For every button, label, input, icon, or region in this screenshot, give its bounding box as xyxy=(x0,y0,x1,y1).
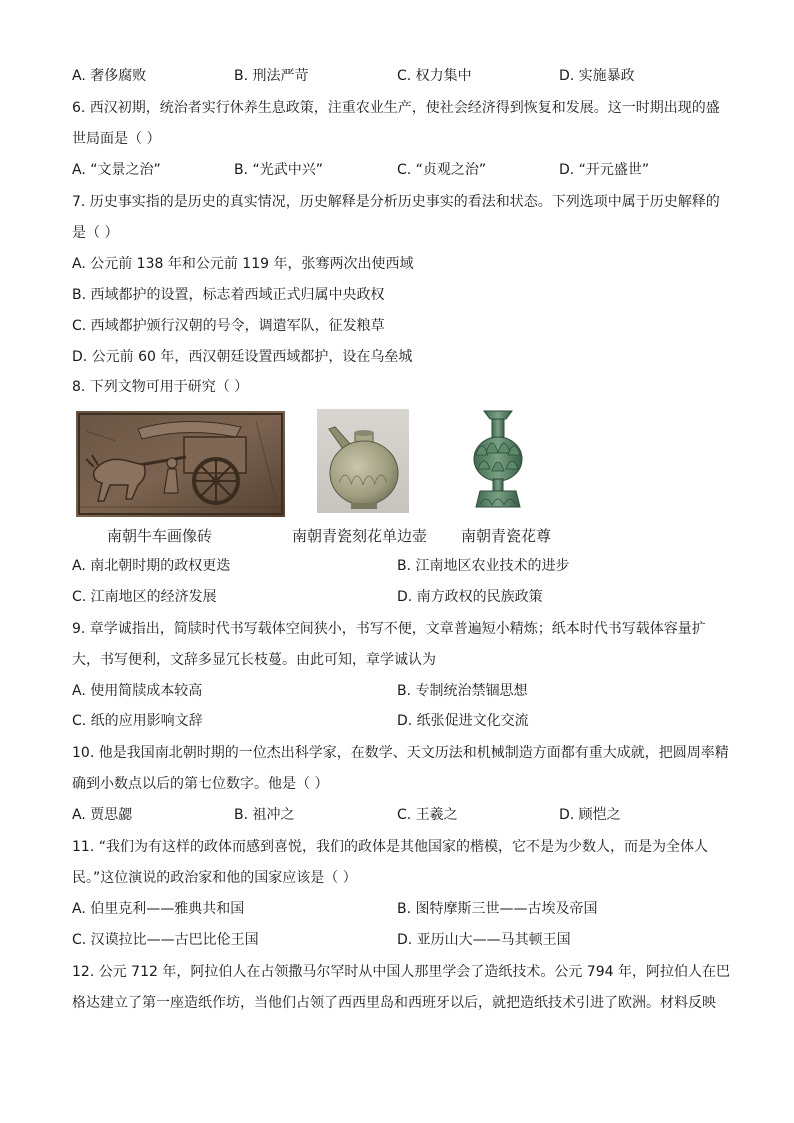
q8-option-b[interactable]: B. 江南地区农业技术的进步 xyxy=(397,558,570,574)
q5-option-d[interactable]: D. 实施暴政 xyxy=(559,68,635,84)
q5-option-a[interactable]: A. 奢侈腐败 xyxy=(72,68,147,84)
q10-option-b[interactable]: B. 祖冲之 xyxy=(234,807,295,823)
q5-option-c[interactable]: C. 权力集中 xyxy=(397,68,472,84)
celadon-zun-vase-image xyxy=(466,407,530,517)
q12-stem-line1: 12. 公元 712 年，阿拉伯人在占领撒马尔罕时从中国人那里学会了造纸技术。公元 794 年，阿拉伯人在巴 xyxy=(72,964,730,980)
q7-option-c[interactable]: C. 西域都护颁行汉朝的号令，调遣军队，征发粮草 xyxy=(72,318,385,334)
q9-stem-line2: 大，书写便利，文辞多显冗长枝蔓。由此可知，章学诚认为 xyxy=(72,652,436,668)
ox-cart-brick-image xyxy=(76,411,285,517)
q11-option-b[interactable]: B. 图特摩斯三世——古埃及帝国 xyxy=(397,901,598,917)
q9-option-b[interactable]: B. 专制统治禁锢思想 xyxy=(397,683,528,699)
q10-option-d[interactable]: D. 顾恺之 xyxy=(559,807,621,823)
q7-option-d[interactable]: D. 公元前 60 年，西汉朝廷设置西域都护，设在乌垒城 xyxy=(72,349,413,365)
q8-stem-line1: 8. 下列文物可用于研究（ ） xyxy=(72,379,249,395)
q10-option-a[interactable]: A. 贾思勰 xyxy=(72,807,133,823)
q6-option-d[interactable]: D. “开元盛世” xyxy=(559,162,650,178)
q6-option-b[interactable]: B. “光武中兴” xyxy=(234,162,324,178)
q9-stem-line1: 9. 章学诚指出，简牍时代书写载体空间狭小，书写不便，文章普遍短小精炼；纸本时代书写载体容量扩 xyxy=(72,621,706,637)
celadon-pot-image xyxy=(317,409,409,513)
q5-option-b[interactable]: B. 刑法严苛 xyxy=(234,68,309,84)
q7-stem-line2: 是（ ） xyxy=(72,225,119,241)
q8-option-c[interactable]: C. 江南地区的经济发展 xyxy=(72,589,217,605)
q7-option-b[interactable]: B. 西域都护的设置，标志着西域正式归属中央政权 xyxy=(72,287,385,303)
q12-stem-line2: 格达建立了第一座造纸作坊，当他们占领了西西里岛和西班牙以后，就把造纸技术引进了欧洲。材料反映 xyxy=(72,995,716,1011)
q11-stem-line2: 民。”这位演说的政治家和他的国家应该是（ ） xyxy=(72,870,357,886)
q11-option-a[interactable]: A. 伯里克利——雅典共和国 xyxy=(72,901,245,917)
q10-option-c[interactable]: C. 王羲之 xyxy=(397,807,458,823)
q11-option-d[interactable]: D. 亚历山大——马其顿王国 xyxy=(397,932,571,948)
q8-option-d[interactable]: D. 南方政权的民族政策 xyxy=(397,589,543,605)
q6-option-a[interactable]: A. “文景之治” xyxy=(72,162,161,178)
q7-option-a[interactable]: A. 公元前 138 年和公元前 119 年，张骞两次出使西域 xyxy=(72,256,414,272)
caption-celadon-zun-vase: 南朝青瓷花尊 xyxy=(461,527,552,545)
caption-celadon-pot: 南朝青瓷刻花单边壶 xyxy=(292,527,428,545)
q9-option-c[interactable]: C. 纸的应用影响文辞 xyxy=(72,713,203,729)
q8-option-a[interactable]: A. 南北朝时期的政权更迭 xyxy=(72,558,231,574)
caption-ox-cart-brick: 南朝牛车画像砖 xyxy=(107,527,213,545)
q11-stem-line1: 11. “我们为有这样的政体而感到喜悦，我们的政体是其他国家的楷模，它不是为少数人，而是为全体人 xyxy=(72,839,708,855)
q6-stem-line1: 6. 西汉初期，统治者实行休养生息政策，注重农业生产，使社会经济得到恢复和发展。这一时期出现的盛 xyxy=(72,100,720,116)
q10-stem-line2: 确到小数点以后的第七位数字。他是（ ） xyxy=(72,776,329,792)
q6-stem-line2: 世局面是（ ） xyxy=(72,131,161,147)
q6-option-c[interactable]: C. “贞观之治” xyxy=(397,162,487,178)
q11-option-c[interactable]: C. 汉谟拉比——古巴比伦王国 xyxy=(72,932,259,948)
q9-option-d[interactable]: D. 纸张促进文化交流 xyxy=(397,713,529,729)
q7-stem-line1: 7. 历史事实指的是历史的真实情况，历史解释是分析历史事实的看法和状态。下列选项中属于历史解释的 xyxy=(72,194,720,210)
q10-stem-line1: 10. 他是我国南北朝时期的一位杰出科学家，在数学、天文历法和机械制造方面都有重大成就，把圆周率精 xyxy=(72,745,729,761)
q9-option-a[interactable]: A. 使用简牍成本较高 xyxy=(72,683,203,699)
